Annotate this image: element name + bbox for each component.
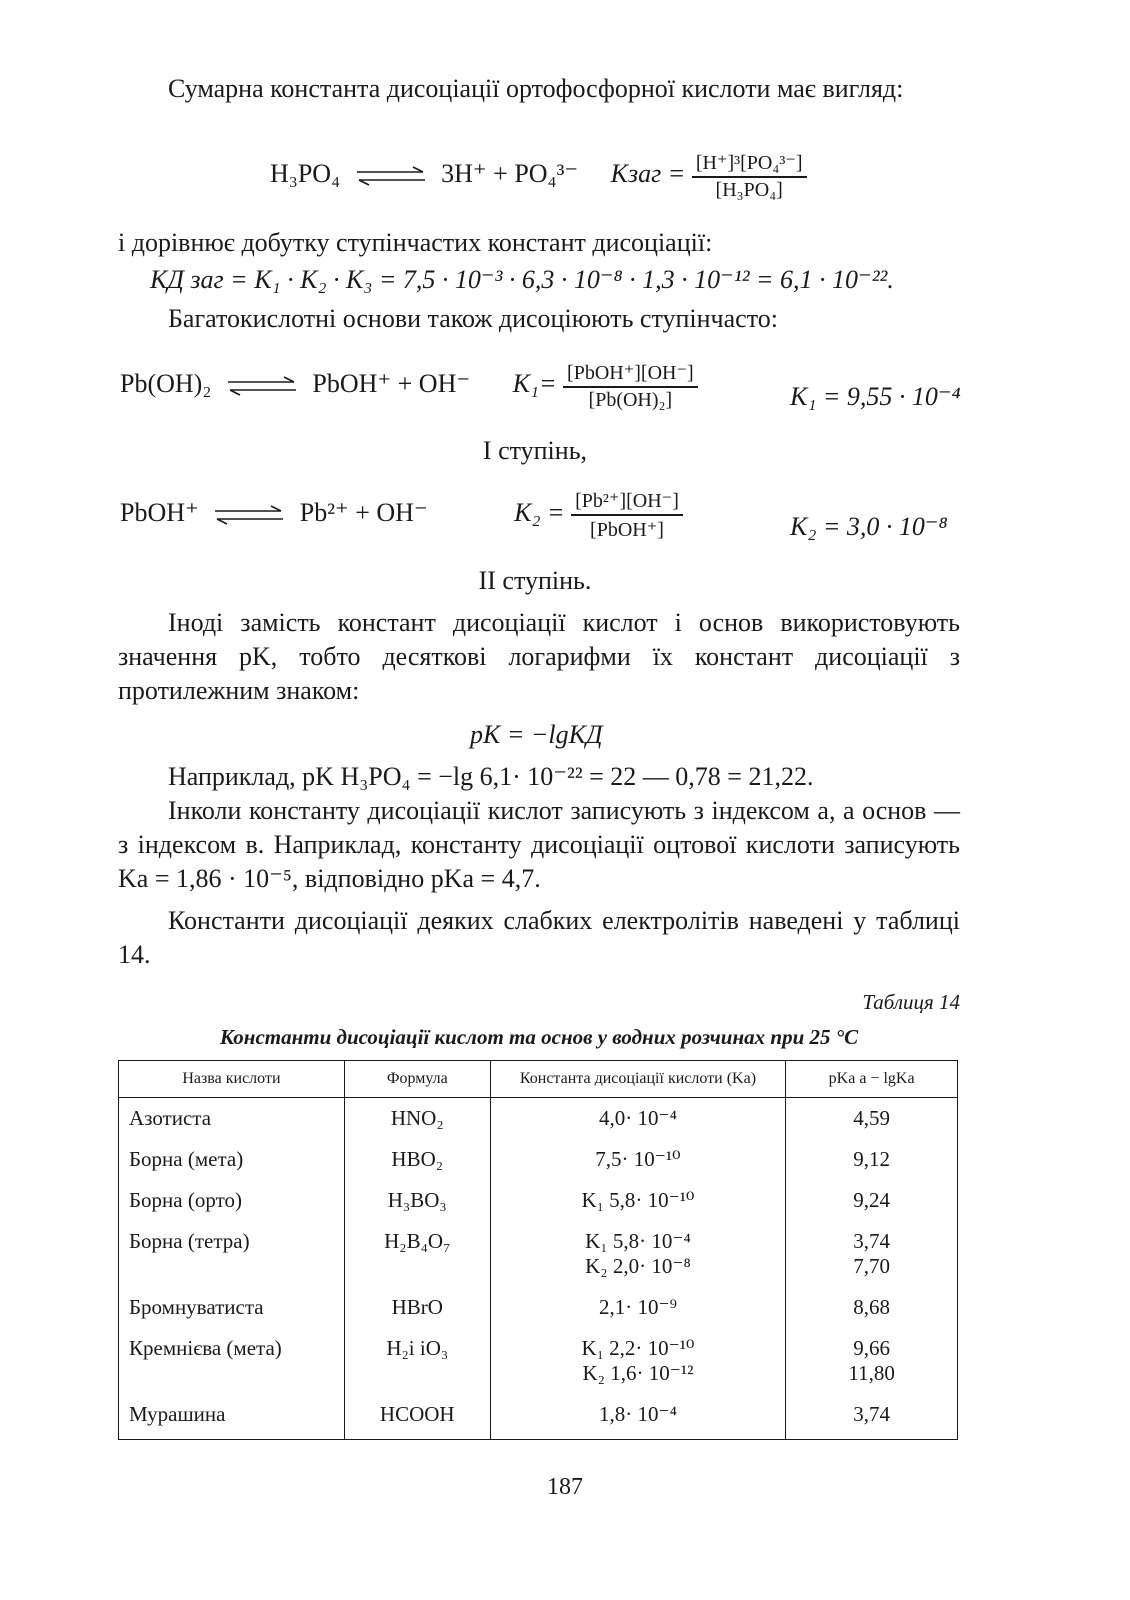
cell-pk: 3,74 7,70 [786,1215,958,1281]
paragraph-bases: Багатокислотні основи також дисоціюють ступінчасто: [168,304,778,333]
table-row [119,1174,958,1215]
table-row [119,1281,958,1322]
stage-label-1: І ступінь, [482,436,588,465]
paragraph-product-intro: і дорівнює добутку ступінчастих констант дисоціації: [118,228,713,257]
cell-constant: 4,0· 10⁻⁴ [490,1098,786,1134]
eq-k-label: K₂ = [514,497,565,527]
table-number: Таблиця 14 [862,990,960,1014]
fraction-denominator: [H₃PO₄] [715,179,783,201]
eq-reactant: H₃PO₄ [270,158,341,188]
cell-constant: K₁ 5,8· 10⁻⁴ K₂ 2,0· 10⁻⁸ [490,1215,786,1281]
header-constant: Константа дисоціації кислоти (Ka) [490,1061,786,1098]
cell-name: Бромнуватиста [119,1281,345,1322]
header-name: Назва кислоти [119,1061,345,1098]
eq-fraction [563,360,698,412]
page-number: 187 [547,1474,583,1500]
fraction-denominator: [Pb(OH)₂] [588,389,673,411]
cell-name: Кремнієва (мета) [119,1322,345,1388]
table-header-row [119,1061,958,1098]
cell-formula: H₂i iO₃ [344,1322,490,1388]
equation-product: KД заг = K₁ · K₂ · K₃ = 7,5 · 10⁻³ · 6,3 · 10⁻⁸ · 1,3 · 10⁻¹² = 6,1 · 10⁻²². [150,265,894,294]
cell-name: Борна (мета) [119,1133,345,1174]
table-row [119,1388,958,1440]
fraction-numerator: [Pb²⁺][OH⁻] [571,488,683,516]
header-pk: pKa a − lgKa [786,1061,958,1098]
eq-fraction [692,150,807,202]
table-row [119,1098,958,1134]
equation-pb-stage1 [120,360,698,412]
cell-constant: K₁ 2,2· 10⁻¹⁰ K₂ 1,6· 10⁻¹² [490,1322,786,1388]
cell-name: Азотиста [119,1098,345,1134]
fraction-numerator: [H⁺]³[PO₄³⁻] [692,150,807,178]
cell-constant: 7,5· 10⁻¹⁰ [490,1133,786,1174]
stage-label-2: ІІ ступінь. [478,566,592,595]
cell-name: Борна (орто) [119,1174,345,1215]
eq-reactant: Pb(OH)₂ [120,368,212,398]
cell-pk: 9,12 [786,1133,958,1174]
cell-pk: 4,59 [786,1098,958,1134]
fraction-denominator: [PbOH⁺] [590,519,664,541]
paragraph-example: Наприклад, pK H₃PO₄ = −lg 6,1· 10⁻²² = 22 — 0,78 = 21,22. [168,762,814,791]
equilibrium-arrows-icon [213,503,285,527]
table-title: Константи дисоціації кислот та основ у водних розчинах при 25 °С [219,1025,859,1049]
cell-constant: 2,1· 10⁻⁹ [490,1281,786,1322]
paragraph-intro: Сумарна константа дисоціації ортофосфорної кислоти має вигляд: [168,74,904,103]
table-row [119,1133,958,1174]
k2-value: K₂ = 3,0 · 10⁻⁸ [790,512,948,541]
cell-pk: 8,68 [786,1281,958,1322]
eq-products: Pb²⁺ + OH⁻ [299,497,428,527]
eq-products: PbOH⁺ + OH⁻ [312,368,471,398]
cell-pk: 3,74 [786,1388,958,1440]
equation-h3po4 [270,150,807,202]
header-formula: Формула [344,1061,490,1098]
table-row [119,1322,958,1388]
equilibrium-arrows-icon [226,374,298,398]
paragraph-pk: Іноді замість констант дисоціації кислот і основ використовують значення pK, тобто десяткові логарифми їх констант дисоціації з протилежним знаком: [118,608,960,705]
cell-constant: K₁ 5,8· 10⁻¹⁰ [490,1174,786,1215]
paragraph-table-ref: Константи дисоціації деяких слабких електролітів наведені у таблиці 14. [118,906,960,969]
eq-reactant: PbOH⁺ [120,497,199,527]
cell-formula: H₂B₄O₇ [344,1215,490,1281]
eq-fraction [571,488,683,542]
eq-k-label: Kзаг = [610,158,686,188]
cell-formula: H₃BO₃ [344,1174,490,1215]
cell-formula: HBO₂ [344,1133,490,1174]
cell-name: Мурашина [119,1388,345,1440]
k1-value: K₁ = 9,55 · 10⁻⁴ [790,382,961,411]
cell-name: Борна (тетра) [119,1215,345,1281]
cell-formula: HNO₂ [344,1098,490,1134]
eq-products: 3H⁺ + PO₄³⁻ [441,158,579,188]
paragraph-index: Інколи константу дисоціації кислот записують з індексом а, а основ — з індексом в. Наприклад, константу дисоціації оцтової кислоти записують Ka = 1,86 · 10⁻⁵, відповідно pKa = 4,7. [118,796,960,893]
cell-formula: HBrO [344,1281,490,1322]
cell-pk: 9,24 [786,1174,958,1215]
table-row [119,1215,958,1281]
eq-k-label: K₁= [512,368,557,398]
constants-table [118,1060,958,1440]
fraction-numerator: [PbOH⁺][OH⁻] [563,360,698,388]
cell-pk: 9,66 11,80 [786,1322,958,1388]
cell-constant: 1,8· 10⁻⁴ [490,1388,786,1440]
equilibrium-arrows-icon [355,164,427,188]
cell-formula: HCOOH [344,1388,490,1440]
equation-pk: pK = −lgKД [470,720,603,749]
equation-pb-stage2 [120,488,683,542]
